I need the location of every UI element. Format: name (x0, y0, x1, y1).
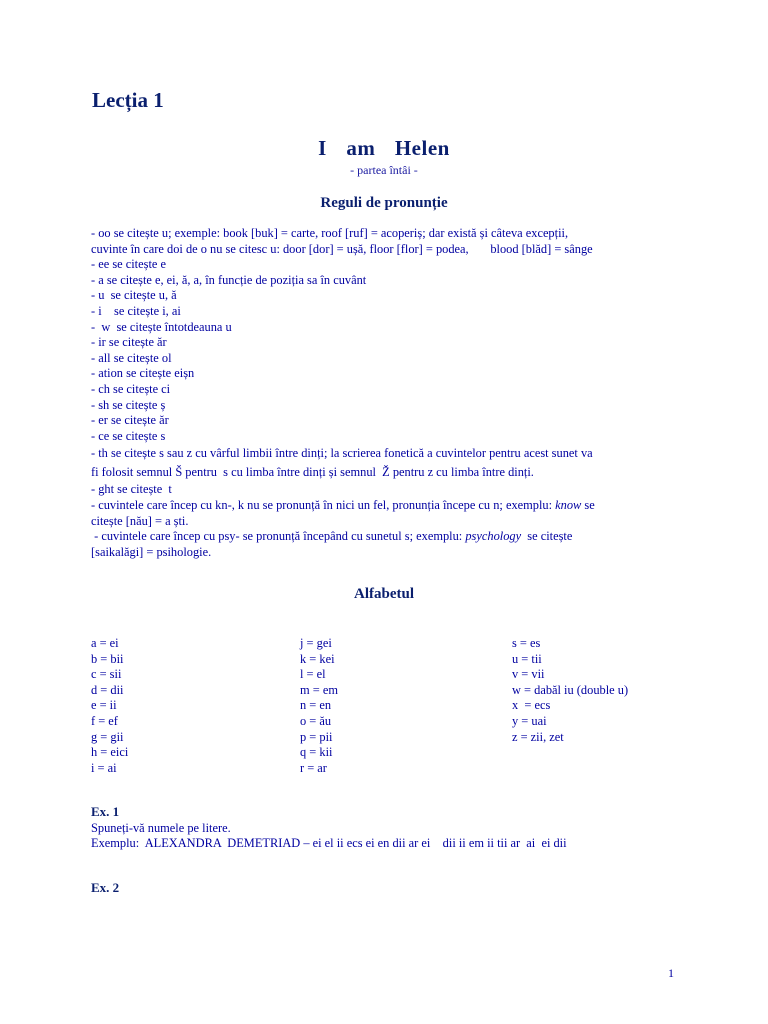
rule-line: - ee se citește e (91, 257, 166, 272)
rule-line: - i se citește i, ai (91, 303, 181, 318)
rule-line: - all se citește ol (91, 350, 172, 365)
rule-line: - er se citește ăr (91, 413, 169, 428)
alphabet-entry: v = vii (512, 667, 545, 682)
alphabet-entry: g = gii (91, 729, 124, 744)
rule-line: fi folosit semnul Š pentru s cu limba între dinți și semnul Ž pentru z cu limba între dinți. (91, 465, 534, 480)
rule-line: cuvinte în care doi de o nu se citesc u: door [dor] = ușă, floor [flor] = podea, blood [blăd] = sânge (91, 241, 593, 256)
alphabet-section-title: Alfabetul (354, 586, 414, 602)
alphabet-column-3 (512, 636, 628, 745)
alphabet-column-1 (91, 636, 128, 776)
rule-kn (91, 498, 681, 514)
alphabet-entry: n = en (300, 698, 332, 713)
rule-line: - w se citește întotdeauna u (91, 319, 232, 334)
alphabet-entry: h = eici (91, 745, 129, 760)
alphabet-entry: l = el (300, 667, 326, 682)
rule-line: - ation se citește eișn (91, 366, 195, 381)
rule-line: - u se citește u, ă (91, 288, 177, 303)
rule-psy-line2: [saikalăgi] = psihologie. (91, 544, 212, 559)
page-number: 1 (668, 966, 674, 980)
alphabet-entry: m = em (300, 682, 338, 697)
lesson-title: Lecția 1 (92, 88, 164, 112)
rule-psy-word: psychology (465, 529, 522, 544)
rule-kn-word: know (555, 497, 582, 512)
alphabet-entry: o = ău (300, 713, 332, 728)
alphabet-column-2 (300, 636, 338, 776)
rule-line: - a se citește e, ei, ă, a, în funcție de poziția sa în cuvânt (91, 272, 367, 287)
alphabet-entry: w = dabăl iu (double u) (512, 682, 629, 697)
alphabet-entry: f = ef (91, 713, 118, 728)
rule-psy (91, 529, 681, 545)
exercise-1-instruction: Spuneți-vă numele pe litere. (91, 821, 231, 835)
alphabet-entry: p = pii (300, 729, 333, 744)
rule-line: - sh se citește ș (91, 397, 166, 412)
rules-section-title: Reguli de pronunție (320, 195, 448, 211)
rule-line: - ir se citește ăr (91, 335, 167, 350)
alphabet-entry: x = ecs (512, 698, 551, 713)
rule-kn-after: se (581, 497, 595, 512)
alphabet-entry: b = bii (91, 651, 124, 666)
alphabet-entry: q = kii (300, 745, 333, 760)
rule-psy-text: - cuvintele care încep cu psy- se pronunță începând cu sunetul s; exemplu: (91, 529, 466, 544)
alphabet-entry: a = ei (91, 636, 119, 650)
rule-psy-after: se citește (521, 529, 573, 544)
alphabet-entry: z = zii, zet (512, 729, 564, 744)
rule-line: - ght se citește t (91, 482, 172, 497)
alphabet-entry: i = ai (91, 760, 117, 775)
exercise-2-title: Ex. 2 (91, 880, 120, 895)
alphabet-entry: u = tii (512, 651, 542, 666)
alphabet-entry: k = kei (300, 651, 335, 666)
rule-line: - th se citește s sau z cu vârful limbii între dinți; la scrierea fonetică a cuvintelor pentru acest sunet va (91, 446, 593, 461)
alphabet-entry: r = ar (300, 760, 327, 775)
rule-kn-line2: citește [nău] = a ști. (91, 513, 189, 528)
subtitle: - partea întâi - (350, 163, 418, 177)
rule-kn-text: - cuvintele care încep cu kn-, k nu se pronunță în nici un fel, pronunția începe cu n; exemplu: (91, 497, 556, 512)
exercise-1-title: Ex. 1 (91, 804, 120, 819)
pronunciation-rules (91, 226, 681, 560)
main-title: I am Helen (318, 136, 450, 160)
rule-line: - oo se citește u; exemple: book [buk] = carte, roof [ruf] = acoperiș; dar există și câteva excepții, (91, 226, 569, 240)
alphabet-entry: d = dii (91, 682, 124, 697)
exercise-1-example: Exemplu: ALEXANDRA DEMETRIAD – ei el ii ecs ei en dii ar ei dii ii em ii tii ar ai ei dii (91, 836, 567, 850)
alphabet-entry: y = uai (512, 713, 547, 728)
rule-line: - ce se citește s (91, 428, 166, 443)
alphabet-entry: c = sii (91, 667, 122, 682)
alphabet-entry: j = gei (300, 636, 332, 650)
alphabet-entry: s = es (512, 636, 541, 650)
rule-line: - ch se citește ci (91, 381, 171, 396)
alphabet-entry: e = ii (91, 698, 117, 713)
